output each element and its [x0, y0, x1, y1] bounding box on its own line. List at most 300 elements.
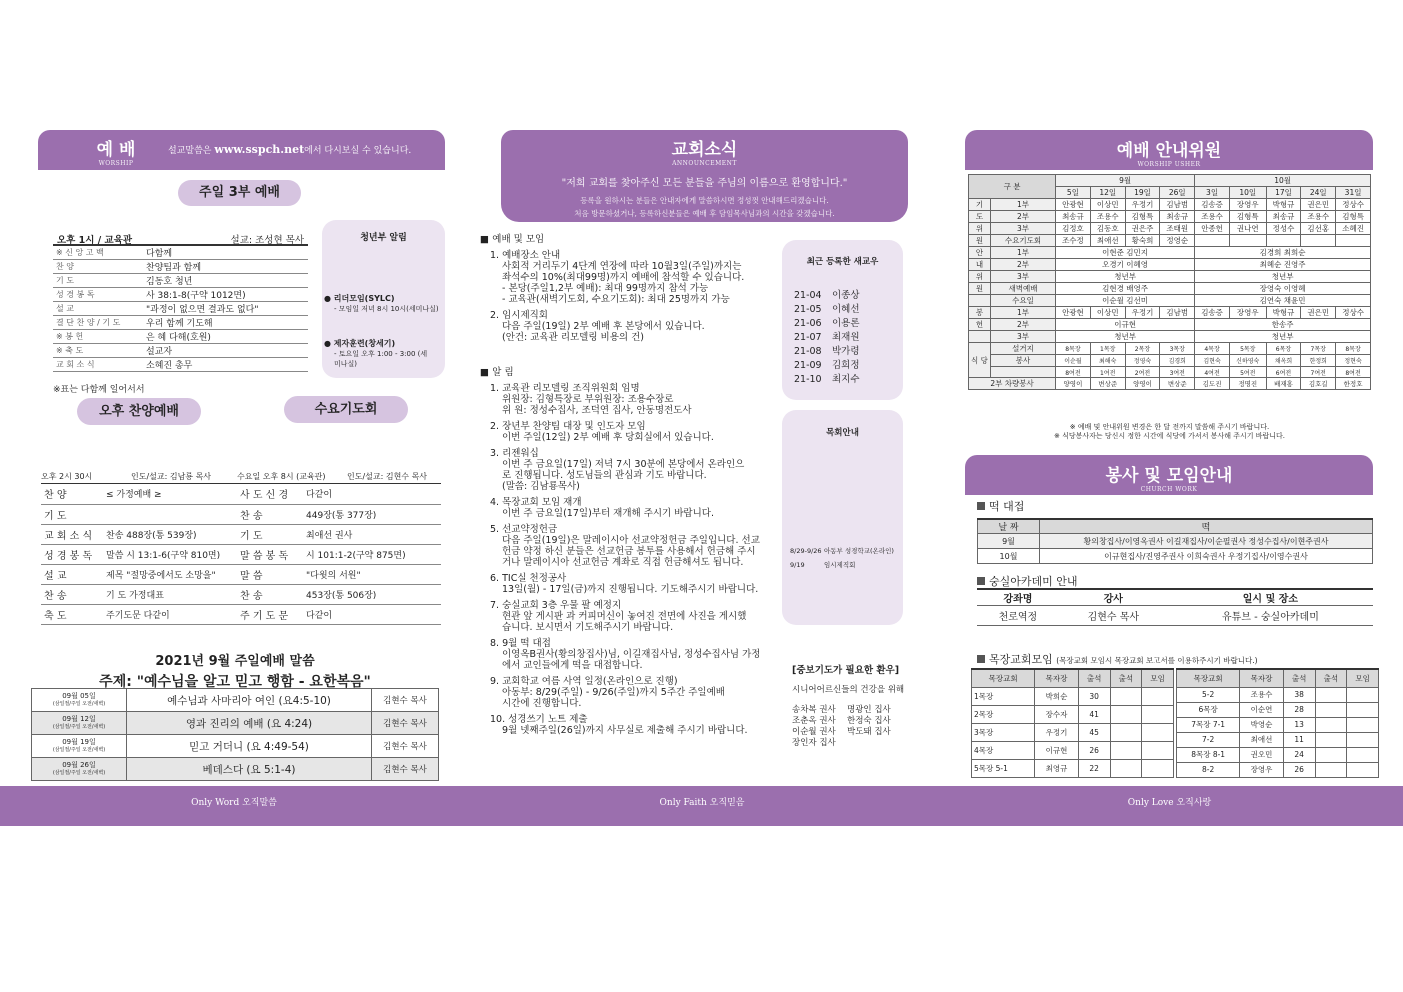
table-cell: 다같이 [303, 604, 441, 624]
table-cell: 453장(통 506장) [303, 584, 441, 604]
sermon-row [32, 689, 439, 712]
usher-row [969, 247, 1371, 259]
news-line: 좌석수의 10%(최대99명)까지 예배에 참석할 수 있습니다. [502, 272, 745, 283]
table-cell: 9월 [978, 534, 1040, 549]
worship-notice: 설교말씀은 www.sspch.net에서 다시보실 수 있습니다. [168, 143, 412, 156]
news-line: 다음 주일(19일)은 말레이시아 선교약정헌금 주일입니다. 선교 [502, 535, 760, 546]
table-cell: 청년부 [1056, 271, 1195, 283]
table-cell: 김연숙 채윤민 [1195, 295, 1371, 307]
news-line: 거나 말레이시아 선교헌금 계좌로 직접 헌금해셔도 됩니다. [502, 557, 744, 568]
table-cell: 양영이 [1125, 378, 1160, 390]
news-line: 13일(월) - 17일(금)까지 진행됩니다. 기도해주시기 바랍니다. [502, 584, 759, 595]
newcomer-title: 최근 등록한 새교우 [806, 257, 879, 267]
news-line: 8. 9월 떡 대접 [490, 638, 551, 649]
table-cell: 조용수 [1195, 211, 1230, 223]
visit-item: 8/29-9/26 아동부 성경학교(온라인) [790, 547, 894, 555]
table-cell: 찬 양 [53, 260, 143, 274]
table-cell: 2부 [990, 259, 1055, 271]
news-line: 6. TIC실 천정공사 [490, 573, 567, 584]
table-cell: 수요일 [990, 295, 1055, 307]
cell-row [972, 705, 1174, 723]
worship-header [38, 130, 445, 170]
table-cell [1315, 747, 1347, 762]
table-cell: 출석 [1078, 669, 1110, 687]
table-cell: 정상수 [1336, 307, 1371, 319]
table-cell: 28 [1283, 702, 1315, 717]
news-line: 7. 숭실교회 3층 우물 팔 예정지 [490, 600, 622, 611]
table-cell: 김형특 [1336, 211, 1371, 223]
table-cell: 10월 [1195, 175, 1371, 187]
visit-title: 목회안내 [826, 428, 859, 438]
table-cell: 김동호 청년 [143, 274, 308, 288]
usher-notes: ※ 예배 및 안내위원 변경은 한 달 전까지 말씀해 주시기 바랍니다. ※ 식당봉사자는 당신시 정한 시간에 식당에 가셔서 봉사해 주시기 바랍니다. [1054, 423, 1285, 440]
table-cell: 2부 [990, 211, 1055, 223]
table-cell: 45 [1078, 723, 1110, 741]
order-row [53, 330, 308, 344]
table-cell: ※ 봉 헌 [53, 330, 143, 344]
table-cell: 2목장 [972, 705, 1035, 723]
table-cell: 내 [969, 259, 991, 271]
table-cell: 김경희 최희순 [1195, 247, 1371, 259]
table-cell: 우리 함께 기도해 [143, 316, 308, 330]
table-cell: 장영우 [1229, 199, 1266, 211]
table-cell: 8여전 [1056, 367, 1091, 378]
table-cell: 2부 [990, 319, 1055, 331]
table-cell: 김현수 목사 [372, 712, 439, 735]
table-cell: 박형규 [1266, 199, 1301, 211]
table-cell: 황의창집사/이영옥권사 이길재집사/이순필권사 정성수집사/이현주권사 [1040, 534, 1373, 549]
table-cell: 성 경 봉 독 [53, 288, 143, 302]
table-cell: 38 [1283, 687, 1315, 702]
news-sec1: ■ 예배 및 모임 1. 예배장소 안내 사회적 거리두기 4단계 연장에 따라 10월3일(주일)까지는 좌석수의 10%(최대99명)까지 예배에 참석할 수 있습니다. - 본당(주일1,2부 예배): 최대 99명까지 참석 가능 - 교육관(새벽기도회, 수요기도회): 최대 25명까지 가능 2. 임시제직회 다음 주일(19일) 2부 예배 후 본당에서 있습니다. (안건: 교육관 리모델링 비용의 건) [480, 234, 780, 343]
table-cell [1142, 759, 1174, 777]
table-cell: 청년부 [1195, 331, 1371, 343]
table-cell [1110, 687, 1142, 705]
table-cell: 수요기도회 [990, 235, 1055, 247]
table-cell: 7목장 7-1 [1177, 717, 1240, 732]
table-cell: 헌 [969, 319, 991, 331]
prayer-block [792, 662, 912, 749]
table-cell [1347, 747, 1379, 762]
table-cell: 안광현 [1056, 199, 1091, 211]
table-cell: 장영숙 이영혜 [1195, 283, 1371, 295]
table-cell: 기 도 [53, 274, 143, 288]
table-cell [1110, 741, 1142, 759]
sermon-row [32, 712, 439, 735]
table-cell [1315, 717, 1347, 732]
table-cell: 김형특 [1229, 211, 1266, 223]
table-cell: 정현숙 [1336, 355, 1371, 367]
table-cell: 찬 송 [237, 584, 303, 604]
table-cell: 안광현 [1056, 307, 1091, 319]
table-cell: "다윗의 서원" [303, 564, 441, 584]
order-table [53, 246, 308, 372]
table-cell: 30 [1078, 687, 1110, 705]
academy-table [977, 588, 1373, 626]
newcomer-box [782, 240, 903, 400]
table-cell: 4여전 [1195, 367, 1230, 378]
table-cell: 6여전 [1266, 367, 1301, 378]
table-cell: 1부 [990, 307, 1055, 319]
table-cell: 한정희 [1301, 355, 1336, 367]
order-row [53, 288, 308, 302]
table-cell: 제목 "절망중에서도 소망을" [103, 564, 237, 584]
table-cell: 1목장 [972, 687, 1035, 705]
table-cell: 권나연 [1229, 223, 1266, 235]
table-cell: ※ 축 도 [53, 344, 143, 358]
table-cell [1142, 687, 1174, 705]
news-line: 로 진행됩니다. 성도님들의 관심과 기도 바랍니다. [502, 470, 707, 481]
site-link[interactable]: www.sspch.net [214, 143, 305, 156]
table-cell: 기 도 가정대표 [103, 584, 237, 604]
table-cell: 3부 [990, 271, 1055, 283]
table-cell [1229, 235, 1266, 247]
service-header [965, 455, 1373, 495]
pm-wed-row [41, 504, 441, 524]
youth-title: 청년부 알림 [360, 233, 407, 243]
table-cell: 3일 [1195, 187, 1230, 199]
table-cell: 2부 차량봉사 [969, 378, 1056, 390]
table-cell [1110, 723, 1142, 741]
table-cell: 목자장 [1035, 669, 1079, 687]
table-cell: 1부 [990, 199, 1055, 211]
table-cell: "과정이 없으면 결과도 없다" [143, 302, 308, 316]
table-cell: 유튜브 - 숭실아카데미 [1168, 606, 1373, 626]
order-note: ※표는 다함께 일어서서 [53, 385, 145, 395]
table-cell: 찬 송 [237, 504, 303, 524]
table-cell: 결 단 찬 양 / 기 도 [53, 316, 143, 330]
news-line: (안건: 교육관 리모델링 비용의 건) [502, 332, 644, 343]
table-cell: 정영순 [1160, 235, 1195, 247]
table-cell: 최송규 [1056, 211, 1091, 223]
table-cell: 교 회 소 식 [41, 524, 103, 544]
cell-row [972, 723, 1174, 741]
table-cell: 이상민 [1090, 307, 1125, 319]
table-cell: 41 [1078, 705, 1110, 723]
table-cell: 31일 [1336, 187, 1371, 199]
pm-wed-row [41, 484, 441, 504]
cell-row [1177, 717, 1379, 732]
table-cell: 김남범 [1160, 199, 1195, 211]
news-line: 4. 목장교회 모임 재개 [490, 497, 582, 508]
sec1-title: 예배 및 모임 [492, 234, 545, 245]
table-cell: 일시 및 장소 [1168, 589, 1373, 606]
table-cell: 최송규 [1266, 211, 1301, 223]
news-line: 아동부: 8/29(주일) - 9/26(주일)까지 5주간 주일예배 [502, 687, 725, 698]
table-cell [1315, 732, 1347, 747]
footer-word: Only Word 오직말씀 [191, 798, 277, 808]
wed-prayer-pill: 수요기도회 [284, 396, 408, 423]
academy-title: 숭실아카데미 안내 [977, 573, 1078, 589]
usher-row [969, 223, 1371, 235]
table-cell: 기 도 [237, 524, 303, 544]
table-cell [1110, 705, 1142, 723]
usher-row [969, 331, 1371, 343]
table-cell: 소혜진 총무 [143, 358, 308, 372]
table-cell: 6목장 [1177, 702, 1240, 717]
table-cell: 한정호 [1336, 378, 1371, 390]
pm-wed-table: 오후 2시 30시 인도/설교: 김남룡 목사 수요일 오후 8시 (교육관) 인도/설교: 김현수 목사 찬 양 ≤ 가정예배 ≥ 사 도 신 경 다같이 기 도 찬 송 449장(통 377장) 교 회 소 식 찬송 488장(통 539장) 기 도 최애선 권사 성 경 봉 독 말씀 시 13:1-6(구약 810면) 말 씀 봉 독 시 101:1-2(구약 875면) 설 교 제목 "절망중에서도 소망을" 말 씀 "다윗의 서원" 찬 송 기 도 가정대표 찬 송 453장(통 506장) 축 도 주기도문 다같이 주 기 도 문 다같이 [41, 471, 441, 625]
table-cell: 8목장 8-1 [1177, 747, 1240, 762]
table-cell: 믿고 거더니 (요 4:49-54) [127, 735, 372, 758]
table-cell: 주 기 도 문 [237, 604, 303, 624]
cell-row [1177, 687, 1379, 702]
table-cell: 위 [969, 271, 991, 283]
footer-love: Only Love 오직사랑 [1127, 798, 1212, 808]
table-cell: 26일 [1160, 187, 1195, 199]
table-cell: 원 [969, 283, 991, 295]
news-line: 이번 주일(12일) 2부 예배 후 당회실에서 있습니다. [502, 432, 714, 443]
table-cell: 5여전 [1229, 367, 1266, 378]
pm-praise-pill: 오후 찬양예배 [77, 398, 201, 425]
table-cell: 조용수 [1090, 211, 1125, 223]
table-cell: 날 짜 [978, 519, 1040, 534]
table-cell: 4목장 [1195, 343, 1230, 355]
prayer-name-row: 조춘옥 권사 한정숙 집사 [792, 716, 891, 726]
youth-item: ● 제자훈련(창세기) - 토요일 오후 1:00 - 3:00 (세미나실) [324, 339, 428, 368]
table-cell: 청년부 [1195, 271, 1371, 283]
table-cell [1142, 705, 1174, 723]
table-cell: 17일 [1266, 187, 1301, 199]
table-cell: 19일 [1125, 187, 1160, 199]
table-cell: 26 [1078, 741, 1110, 759]
usher-table [968, 174, 1371, 390]
table-cell: 김현경 배영주 [1056, 283, 1195, 295]
sec2-title: 알 림 [492, 367, 514, 378]
table-cell: 봉 [969, 307, 991, 319]
table-cell [969, 295, 991, 307]
youth-box [322, 220, 445, 378]
table-cell: 출석 [1315, 669, 1347, 687]
table-cell: 1부 [990, 247, 1055, 259]
sermon-theme: "예수님을 알고 믿고 행함 - 요한복음" [136, 674, 371, 690]
table-cell: 안종헌 [1195, 223, 1230, 235]
table-cell: 6목장 [1266, 343, 1301, 355]
table-cell: 8여전 [1336, 367, 1371, 378]
table-cell: 김형특 [1125, 211, 1160, 223]
table-cell: 안 [969, 247, 991, 259]
table-cell: 13 [1283, 717, 1315, 732]
table-cell: 다같이 [303, 484, 441, 504]
youth-item: ● 리더모임(SYLC) - 모임일 저녁 8시 10시(세미나실) [324, 294, 439, 313]
worship-title: 예 배 [96, 140, 136, 160]
cell-row [1177, 702, 1379, 717]
table-cell: 7-2 [1177, 732, 1240, 747]
table-cell [1142, 741, 1174, 759]
table-cell: 천로역정 [977, 606, 1059, 626]
table-cell: 사 도 신 경 [237, 484, 303, 504]
table-cell: 김현수 목사 [372, 758, 439, 781]
table-cell [1195, 235, 1230, 247]
newcomer-item: 21-07 최재원 [794, 332, 860, 343]
news-title: 교회소식 [671, 140, 738, 160]
rice-title: 떡 대접 [977, 498, 1024, 514]
table-cell: 8목장 [1056, 343, 1091, 355]
order-row [53, 246, 308, 260]
table-cell: 449장(통 377장) [303, 504, 441, 524]
table-cell: 베데스다 (요 5:1-4) [127, 758, 372, 781]
table-cell: 정영숙 [1125, 355, 1160, 367]
table-cell: 우정기 [1125, 307, 1160, 319]
table-cell: 5목장 [1229, 343, 1266, 355]
table-cell: 김현수 목사 [1059, 606, 1168, 626]
table-cell: 위 [969, 223, 991, 235]
table-cell: 1목장 [1090, 343, 1125, 355]
table-cell: 설교자 [143, 344, 308, 358]
table-cell: 24일 [1301, 187, 1336, 199]
table-cell: 최애선 [1090, 235, 1125, 247]
table-cell: 출석 [1283, 669, 1315, 687]
order-preacher: 설교: 조성현 목사 [230, 235, 304, 246]
table-cell: 7목장 [1301, 343, 1336, 355]
table-cell [1347, 717, 1379, 732]
table-cell: 배재홍 [1266, 378, 1301, 390]
table-cell: 5일 [1056, 187, 1091, 199]
table-cell: 다함께 [143, 246, 308, 260]
table-cell: 변상준 [1090, 378, 1125, 390]
table-cell: 김현숙 [1195, 355, 1230, 367]
table-cell: 오경기 이혜영 [1056, 259, 1195, 271]
welcome: "저희 교회를 찾아주신 모든 분들을 주님의 이름으로 환영합니다." [561, 178, 848, 189]
table-cell: 기 도 [41, 504, 103, 524]
table-cell: 모임 [1142, 669, 1174, 687]
usher-row [969, 307, 1371, 319]
table-cell: 찬 송 [41, 584, 103, 604]
sermon-series [30, 650, 440, 691]
table-cell: 김남범 [1160, 307, 1195, 319]
news-line: (말씀: 김남룡목사) [502, 481, 580, 492]
prayer-title: [중보기도가 필요한 환우] [792, 665, 900, 676]
table-cell: 장영우 [1240, 762, 1284, 777]
table-cell: 3목장 [972, 723, 1035, 741]
table-cell: 김송증 [1195, 199, 1230, 211]
footer-band [0, 786, 1403, 826]
table-cell: ≤ 가정예배 ≥ [103, 484, 237, 504]
table-cell: 조수정 [1056, 235, 1091, 247]
prayer-name-row: 이순월 권사 박도돼 집사 [792, 727, 891, 737]
table-cell: 조태원 [1160, 223, 1195, 235]
table-cell: 권오민 [1240, 747, 1284, 762]
newcomer-item: 21-08 박가령 [794, 346, 860, 357]
table-cell [1266, 235, 1301, 247]
table-cell: 김송증 [1195, 307, 1230, 319]
table-cell: 09월 05일 (삼일절/주일 오전/새벽) [32, 689, 127, 712]
news-line: 사회적 거리두기 4단계 연장에 따라 10월3일(주일)까지는 [502, 261, 742, 272]
cell-row [1177, 732, 1379, 747]
order-row [53, 358, 308, 372]
table-cell: 이순연 [1240, 702, 1284, 717]
table-cell: 황숙희 [1125, 235, 1160, 247]
order-row [53, 274, 308, 288]
news-line: 1. 예배장소 안내 [490, 250, 561, 261]
prayer-desc: 시니어어르신들의 건강을 위해 [792, 685, 905, 695]
table-cell: 3부 [990, 223, 1055, 235]
rice-table [977, 518, 1373, 564]
usher-row [969, 295, 1371, 307]
table-cell [103, 504, 237, 524]
table-cell [1315, 687, 1347, 702]
table-cell: 3목장 [1160, 343, 1195, 355]
table-cell: 최송규 [1160, 211, 1195, 223]
usher-subtitle: WORSHIP USHER [1137, 161, 1201, 168]
table-cell: 말 씀 [237, 564, 303, 584]
table-cell [1301, 235, 1336, 247]
prayer-name-row: 송차복 권사 명광인 집사 [792, 705, 891, 715]
order-row [53, 344, 308, 358]
table-cell: 11 [1283, 732, 1315, 747]
table-cell: 최혜순 진영주 [1195, 259, 1371, 271]
table-cell: ※ 신 앙 고 백 [53, 246, 143, 260]
table-cell: 우정기 [1035, 723, 1079, 741]
table-cell [1110, 759, 1142, 777]
rice-row [978, 549, 1373, 564]
news-line: 헌금 약정 하신 분들은 선교헌금 봉투를 사용해서 헌금해 주시 [502, 546, 756, 557]
cell-row [1177, 747, 1379, 762]
sunday3-pill: 주일 3부 예배 [178, 180, 301, 206]
table-cell [1336, 235, 1371, 247]
table-cell: 목자장 [1240, 669, 1284, 687]
usher-row [969, 211, 1371, 223]
table-cell: 5-2 [1177, 687, 1240, 702]
table-cell: 9월 [1056, 175, 1195, 187]
table-cell: 조용수 [1240, 687, 1284, 702]
order-time: 오후 1시 / 교육관 [57, 235, 133, 246]
table-cell [1347, 702, 1379, 717]
rice-row [978, 534, 1373, 549]
table-cell: 구 분 [969, 175, 1056, 199]
usher-row [969, 199, 1371, 211]
newcomer-item: 21-05 이혜선 [794, 304, 860, 315]
news-line: 5. 선교약정헌금 [490, 524, 558, 535]
table-cell: 이현준 김민지 [1056, 247, 1195, 259]
visit-item: 9/19 임시제직회 [790, 561, 856, 569]
table-cell: 이규현집사/진영주권사 이희숙권사 우정기집사/이영수권사 [1040, 549, 1373, 564]
table-cell: 정성수 [1266, 223, 1301, 235]
table-cell: 8목장 [1336, 343, 1371, 355]
table-cell: 김경희 [1160, 355, 1195, 367]
news-line: 현관 앞 게시판 과 커피머신이 놓여진 전면에 사진을 게시했 [502, 611, 747, 622]
table-cell: 정상수 [1336, 199, 1371, 211]
table-cell: 09월 26일 (삼일절/주일 오전/새벽) [32, 758, 127, 781]
table-cell: 7여전 [1301, 367, 1336, 378]
visit-box [782, 410, 903, 625]
table-cell: 이규현 [1056, 319, 1195, 331]
table-cell: 말씀 시 13:1-6(구약 810면) [103, 544, 237, 564]
table-cell: 12일 [1090, 187, 1125, 199]
newcomer-item: 21-04 이종상 [794, 290, 860, 301]
worship-subtitle: WORSHIP [98, 160, 134, 167]
table-cell: 은 혜 다해(호원) [143, 330, 308, 344]
table-cell: 기 [969, 199, 991, 211]
table-cell: 변상준 [1160, 378, 1195, 390]
table-cell: 10일 [1229, 187, 1266, 199]
news-line: - 본당(주일1,2부 예배): 최대 99명까지 참석 가능 [502, 283, 709, 294]
news-sec2: ■ 알 림 1. 교육관 리모델링 조직위원회 임명 위원장: 김형특장로 부위원장: 조용수장로 위 원: 정성수집사, 조덕연 집사, 안동명전도사 2. 장년부 찬양팀 대장 및 인도자 모임 이번 주일(12일) 2부 예배 후 당회실에서 있습니다. 3. 리젠워십 이번 주 금요일(17일) 저녁 7시 30분에 본당에서 온라인으 로 진행됩니다. 성도님들의 관심과 기도 바랍니다. (말씀: 김남룡목사) 4. 목장교회 모임 재개 이번 주 금요일(17일)부터 재개해 주시기 바랍니다. 5. 선교약정헌금 다음 주일(19일)은 말레이시아 선교약정헌금 주일입니다. 선교 헌금 약정 하신 분들은 선교헌금 봉투를 사용해서 헌금해 주시 거나 말레이시아 선교헌금 계좌로 직접 헌금해셔도 됩니다. 6. TIC실 천정공사 13일(월) - 17일(금)까지 진행됩니다. 기도해주시기 바랍니다. 7. 숭실교회 3층 우물 팔 예정지 현관 앞 게시판 과 커피머신이 놓여진 전면에 사진을 게시했 습니다. 보시면서 기도해주시기 바랍니다. 8. 9월 떡 대접 이영옥B권사(황의창집사)님, 이길재집사님, 정성수집사님 가정 에서 교인들에게 떡을 대접합니다. 9. 교회학교 여름 사역 일정(온라인으로 진행) 아동부: 8/29(주일) - 9/26(주일)까지 5주간 주일예배 시간에 진행합니다. 10. 성경쓰기 노트 제출 9월 넷째주일(26일)까지 사무실로 제출해 주시기 바랍니다. [480, 367, 780, 736]
table-cell: 찬양팀과 함께 [143, 260, 308, 274]
table-cell: 교 회 소 식 [53, 358, 143, 372]
table-cell: 2목장 [1125, 343, 1160, 355]
newcomer-item: 21-09 김희정 [794, 360, 860, 371]
news-line: 2. 장년부 찬양팀 대장 및 인도자 모임 [490, 421, 646, 432]
table-cell: 김호길 [1301, 378, 1336, 390]
table-cell: 26 [1283, 762, 1315, 777]
usher-row [969, 235, 1371, 247]
table-cell: 09월 12일 (삼일절/주일 오전/새벽) [32, 712, 127, 735]
table-cell: 예수님과 사마리아 여인 (요4:5-10) [127, 689, 372, 712]
news-line: 위원장: 김형특장로 부위원장: 조용수장로 [502, 394, 674, 405]
table-cell: 8-2 [1177, 762, 1240, 777]
table-cell: 이규현 [1035, 741, 1079, 759]
